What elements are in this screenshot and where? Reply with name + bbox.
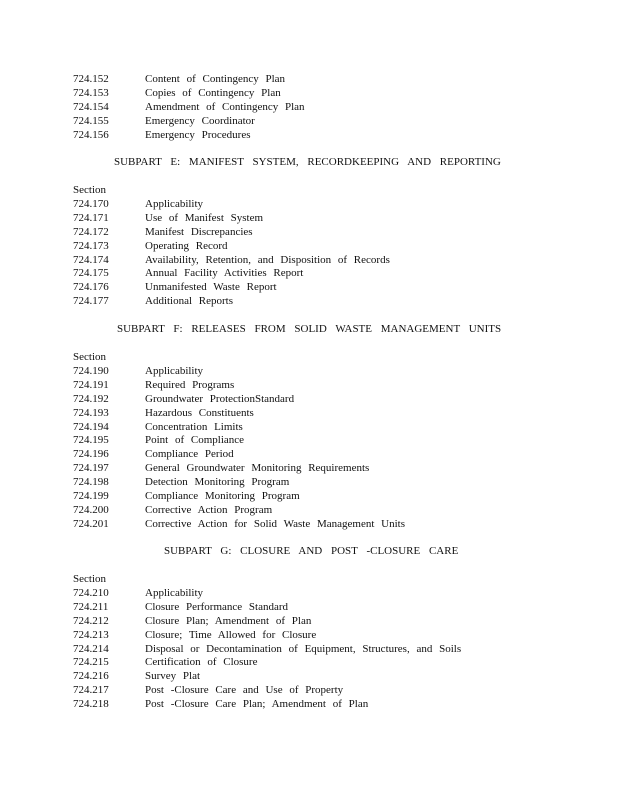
section-number: 724.174 — [73, 253, 109, 266]
toc-row — [73, 448, 593, 462]
section-number: 724.216 — [73, 670, 109, 683]
toc-list-subpart-e — [73, 198, 593, 309]
toc-row — [73, 421, 593, 435]
toc-row — [73, 476, 593, 490]
section-number: 724.153 — [73, 86, 109, 99]
toc-row — [73, 379, 593, 393]
toc-list-contingency — [73, 73, 593, 142]
section-title: Groundwater ProtectionStandard — [145, 392, 295, 405]
section-number: 724.217 — [73, 684, 109, 697]
section-number: 724.200 — [73, 503, 109, 516]
toc-list-subpart-g — [73, 587, 593, 712]
section-number: 724.191 — [73, 378, 109, 391]
toc-row — [73, 407, 593, 421]
section-number: 724.194 — [73, 420, 109, 433]
toc-row — [73, 462, 593, 476]
section-title: Hazardous Constituents — [145, 406, 254, 419]
section-number: 724.197 — [73, 462, 109, 475]
section-title: Applicability — [145, 587, 204, 599]
section-number: 724.190 — [73, 365, 109, 377]
section-title: General Groundwater Monitoring Requirements — [145, 462, 370, 475]
section-title: Content of Contingency Plan — [145, 73, 286, 85]
toc-row — [73, 643, 593, 657]
section-number: 724.171 — [73, 211, 109, 224]
section-number: 724.218 — [73, 698, 109, 711]
section-number: 724.214 — [73, 642, 109, 655]
section-title: Point of Compliance — [145, 434, 245, 447]
section-title: Required Programs — [145, 378, 235, 391]
section-title: Post -Closure Care and Use of Property — [145, 684, 344, 697]
toc-row — [73, 129, 593, 143]
toc-row — [73, 198, 593, 212]
section-title: Manifest Discrepancies — [145, 225, 253, 238]
toc-row — [73, 434, 593, 448]
section-number: 724.175 — [73, 267, 109, 280]
toc-row — [73, 393, 593, 407]
section-title: Emergency Procedures — [145, 128, 251, 141]
section-number: 724.193 — [73, 406, 109, 419]
toc-row — [73, 656, 593, 670]
section-number: 724.192 — [73, 392, 109, 405]
toc-row — [73, 295, 593, 309]
section-title: Use of Manifest System — [145, 211, 264, 224]
toc-row — [73, 587, 593, 601]
section-title: Closure; Time Allowed for Closure — [145, 628, 317, 641]
toc-row — [73, 601, 593, 615]
section-title: Applicability — [145, 198, 204, 210]
toc-row — [73, 281, 593, 295]
toc-row — [73, 518, 593, 532]
section-number: 724.176 — [73, 281, 109, 294]
toc-row — [73, 504, 593, 518]
section-title: Post -Closure Care Plan; Amendment of Plan — [145, 698, 369, 711]
toc-row — [73, 73, 593, 87]
section-number: 724.215 — [73, 656, 109, 669]
toc-row — [73, 212, 593, 226]
section-title: Additional Reports — [145, 295, 234, 308]
section-title: Emergency Coordinator — [145, 114, 255, 127]
toc-row — [73, 615, 593, 629]
section-title: Unmanifested Waste Report — [145, 281, 277, 294]
section-label: Section — [73, 573, 106, 585]
section-number: 724.155 — [73, 114, 109, 127]
subpart-g-heading: SUBPART G: CLOSURE AND POST -CLOSURE CARE — [164, 545, 459, 557]
section-number: 724.198 — [73, 476, 109, 489]
toc-row — [73, 87, 593, 101]
toc-row — [73, 254, 593, 268]
section-title: Applicability — [145, 365, 204, 377]
toc-row — [73, 670, 593, 684]
section-number: 724.152 — [73, 73, 109, 85]
toc-row — [73, 490, 593, 504]
section-number: 724.172 — [73, 225, 109, 238]
section-title: Operating Record — [145, 239, 228, 252]
toc-row — [73, 226, 593, 240]
section-number: 724.213 — [73, 628, 109, 641]
section-number: 724.199 — [73, 490, 109, 503]
section-title: Disposal or Decontamination of Equipment, Structures, and Soils — [145, 642, 462, 655]
subpart-f-heading: SUBPART F: RELEASES FROM SOLID WASTE MANAGEMENT UNITS — [117, 323, 502, 335]
section-number: 724.154 — [73, 100, 109, 113]
section-title: Compliance Monitoring Program — [145, 490, 300, 503]
section-title: Closure Performance Standard — [145, 600, 289, 613]
section-title: Corrective Action Program — [145, 503, 273, 516]
section-label: Section — [73, 351, 106, 363]
section-number: 724.156 — [73, 128, 109, 141]
section-title: Survey Plat — [145, 670, 201, 683]
section-number: 724.196 — [73, 448, 109, 461]
section-label: Section — [73, 184, 106, 196]
section-title: Detection Monitoring Program — [145, 476, 290, 489]
toc-row — [73, 101, 593, 115]
toc-row — [73, 629, 593, 643]
section-number: 724.211 — [73, 600, 109, 613]
toc-list-subpart-f — [73, 365, 593, 532]
section-number: 724.170 — [73, 198, 109, 210]
section-title: Annual Facility Activities Report — [145, 267, 304, 280]
section-number: 724.177 — [73, 295, 109, 308]
section-title: Copies of Contingency Plan — [145, 86, 281, 99]
section-number: 724.212 — [73, 614, 109, 627]
section-number: 724.210 — [73, 587, 109, 599]
toc-row — [73, 115, 593, 129]
section-title: Corrective Action for Solid Waste Management Units — [145, 517, 405, 530]
section-title: Amendment of Contingency Plan — [145, 100, 305, 113]
section-number: 724.201 — [73, 517, 109, 530]
toc-row — [73, 365, 593, 379]
section-title: Certification of Closure — [145, 656, 258, 669]
section-number: 724.195 — [73, 434, 109, 447]
toc-row — [73, 240, 593, 254]
subpart-e-heading: SUBPART E: MANIFEST SYSTEM, RECORDKEEPING AND REPORTING — [114, 156, 501, 168]
section-number: 724.173 — [73, 239, 109, 252]
toc-row — [73, 267, 593, 281]
section-title: Closure Plan; Amendment of Plan — [145, 614, 312, 627]
section-title: Concentration Limits — [145, 420, 243, 433]
toc-row — [73, 698, 593, 712]
section-title: Compliance Period — [145, 448, 234, 461]
toc-row — [73, 684, 593, 698]
section-title: Availability, Retention, and Disposition of Records — [145, 253, 390, 266]
